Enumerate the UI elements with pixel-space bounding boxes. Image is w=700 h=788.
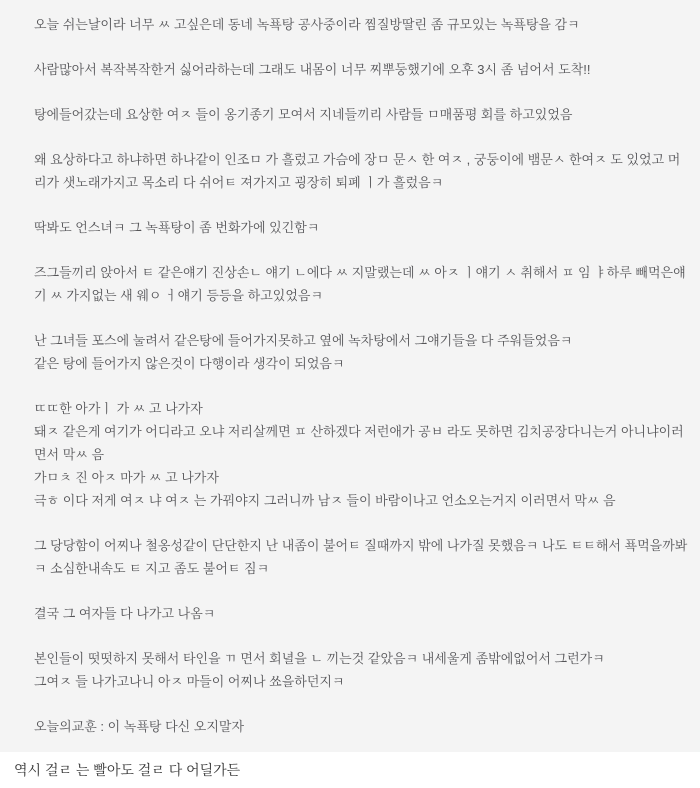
text-line: 사람많아서 복작복작한거 싫어라하는데 그래도 내몸이 너무 찌뿌둥했기에 오후 3시 좀 넘어서 도착!! bbox=[34, 62, 591, 77]
text-line: ㄸㄸ한 아가ㅣ 가 ㅆ 고 나가자 bbox=[34, 401, 203, 416]
paragraph bbox=[34, 216, 688, 239]
text-line: 난 그녀들 포스에 눌려서 같은탕에 들어가지못하고 옆에 녹차탕에서 그얘기들을 다 주워들었음ㅋ bbox=[34, 333, 573, 348]
paragraph bbox=[34, 103, 688, 126]
text-line: 딱봐도 언스녀ㅋ 그 녹푝탕이 좀 번화가에 있긴함ㅋ bbox=[34, 220, 320, 235]
text-line: 오늘 쉬는날이라 너무 ㅆ 고싶은데 동네 녹푝탕 공사중이라 찜질방딸린 좀 규모있는 녹푝탕을 감ㅋ bbox=[34, 17, 580, 32]
text-line: 그여ㅈ 들 나가고나니 아ㅈ 마들이 어찌나 쑈을하던지ㅋ bbox=[34, 674, 345, 689]
paragraph bbox=[34, 602, 688, 625]
text-line: 왜 요상하다고 하냐하면 하나같이 인조ㅁ 가 흘렀고 가슴에 장ㅁ 문ㅅ 한 여ㅈ , 궁둥이에 뱀문ㅅ 한여ㅈ 도 있었고 머리가 샛노래가지고 목소리 다 쉬어ㅌ 져가지고 굉장히 퇴폐 ㅣ가 흘렀음ㅋ bbox=[34, 152, 681, 190]
comment-bar bbox=[0, 752, 700, 788]
paragraph bbox=[34, 397, 688, 512]
comment-text: 역시 걸ㄹ 는 빨아도 걸ㄹ 다 어딜가든 bbox=[14, 762, 241, 778]
paragraph bbox=[34, 534, 688, 580]
text-line: 가ㅁㅊ 진 아ㅈ 마가 ㅆ 고 나가자 bbox=[34, 470, 219, 485]
text-line: 그 당당함이 어찌나 철옹성같이 단단한지 난 내좀이 불어ㅌ 질때까지 밖에 나가질 못했음ㅋ 나도 ㅌㅌ해서 푝먹을까봐ㅋ 소심한내속도 ㅌ 지고 좀도 불어ㅌ 짐ㅋ bbox=[34, 538, 688, 576]
paragraph bbox=[34, 261, 688, 307]
paragraph bbox=[34, 715, 688, 738]
text-line: 오늘의교훈 : 이 녹푝탕 다신 오지말자 bbox=[34, 719, 245, 734]
paragraph bbox=[34, 329, 688, 375]
paragraph bbox=[34, 148, 688, 194]
text-line: 결국 그 여자들 다 나가고 나옴ㅋ bbox=[34, 606, 216, 621]
paragraph bbox=[34, 13, 688, 36]
text-line: 본인들이 떳떳하지 못해서 타인을 ㄲ 면서 회녈을 ㄴ 끼는것 같았음ㅋ 내세울게 좀밖에없어서 그런가ㅋ bbox=[34, 651, 605, 666]
paragraph bbox=[34, 647, 688, 693]
paragraph bbox=[34, 58, 688, 81]
text-line: 극ㅎ 이다 저게 여ㅈ 냐 여ㅈ 는 가꿔야지 그러니까 남ㅈ 들이 바람이나고 언소오는거지 이러면서 막ㅆ 음 bbox=[34, 493, 616, 508]
text-line: 탕에들어갔는데 요상한 여ㅈ 들이 옹기종기 모여서 지네들끼리 사람들 ㅁ매품평 회를 하고있었음 bbox=[34, 107, 573, 122]
text-line: 같은 탕에 들어가지 않은것이 다행이라 생각이 되었음ㅋ bbox=[34, 356, 345, 371]
text-line: 돼ㅈ 같은게 여기가 어디라고 오냐 저리살께면 ㅍ 산하겠다 저런애가 공ㅂ 라도 못하면 김치공장다니는거 아니냐이러면서 막ㅆ 음 bbox=[34, 424, 684, 462]
text-line: 즈그들끼리 앉아서 ㅌ 같은얘기 진상손ㄴ 얘기 ㄴ에다 ㅆ 지말랬는데 ㅆ 아ㅈ ㅣ얘기 ㅅ 취해서 ㅍ 임 ㅑ하루 빼먹은얘기 ㅆ 가지없는 새 웨ㅇ ㅓ얘기 등등을 하고있었음ㅋ bbox=[34, 265, 686, 303]
